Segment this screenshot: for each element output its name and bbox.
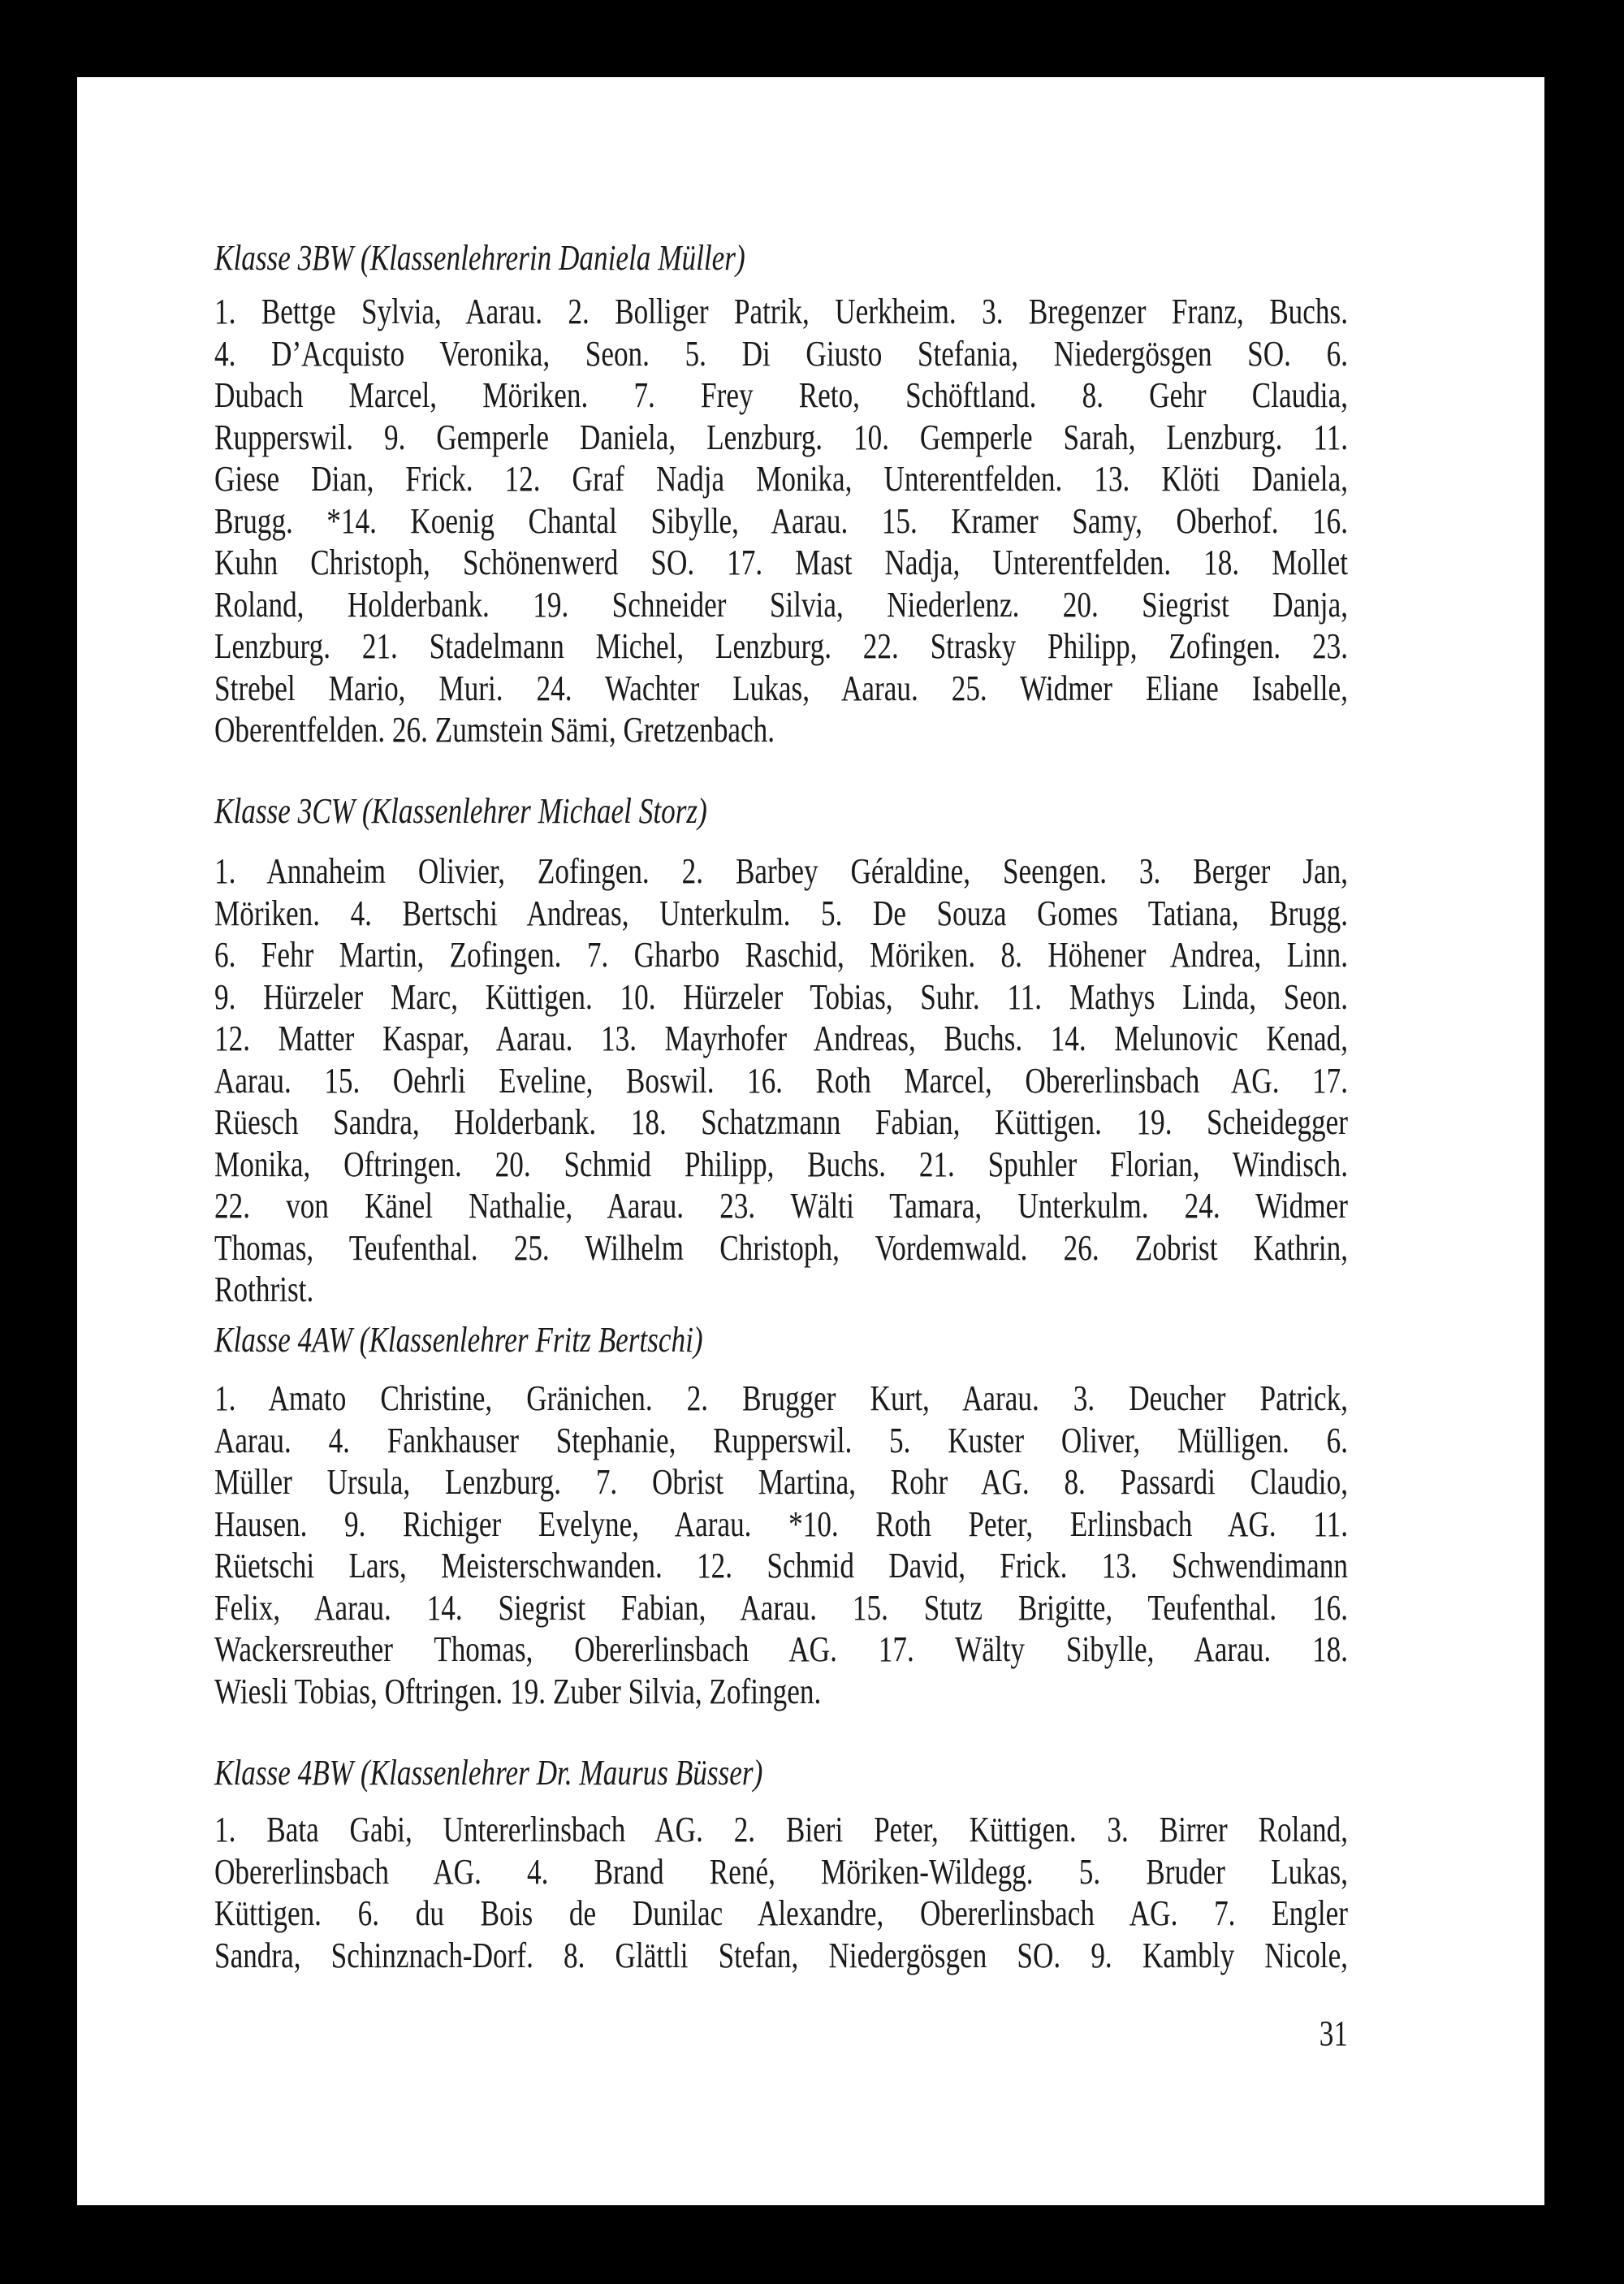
student-list-line: 6. Fehr Martin, Zofingen. 7. Gharbo Raschid, Möriken. 8. Höhener Andrea, Linn. <box>214 935 1348 975</box>
student-list-line: 1. Bettge Sylvia, Aarau. 2. Bolliger Patrik, Uerkheim. 3. Bregenzer Franz, Buchs. <box>214 292 1348 331</box>
student-list-line: Oberentfelden. 26. Zumstein Sämi, Gretzenbach. <box>214 710 775 750</box>
student-list-line: Aarau. 15. Oehrli Eveline, Boswil. 16. Roth Marcel, Obererlinsbach AG. 17. <box>214 1060 1348 1101</box>
section-heading: Klasse 3BW (Klassenlehrerin Daniela Müller) <box>214 238 745 278</box>
student-list-line: 9. Hürzeler Marc, Küttigen. 10. Hürzeler Tobias, Suhr. 11. Mathys Linda, Seon. <box>214 976 1348 1017</box>
student-list-line: Dubach Marcel, Möriken. 7. Frey Reto, Schöftland. 8. Gehr Claudia, <box>214 375 1348 415</box>
student-list-line: Rothrist. <box>214 1270 314 1309</box>
section-heading: Klasse 4AW (Klassenlehrer Fritz Bertschi) <box>214 1320 703 1360</box>
section-heading: Klasse 4BW (Klassenlehrer Dr. Maurus Büsser) <box>214 1753 763 1793</box>
student-list-line: Strebel Mario, Muri. 24. Wachter Lukas, Aarau. 25. Widmer Eliane Isabelle, <box>214 668 1348 708</box>
document-page <box>77 77 1544 2205</box>
student-list-line: Lenzburg. 21. Stadelmann Michel, Lenzburg. 22. Strasky Philipp, Zofingen. 23. <box>214 626 1348 666</box>
student-list-line: Thomas, Teufenthal. 25. Wilhelm Christoph, Vordemwald. 26. Zobrist Kathrin, <box>214 1227 1348 1268</box>
student-list-line: 1. Annaheim Olivier, Zofingen. 2. Barbey Géraldine, Seengen. 3. Berger Jan, <box>214 851 1348 891</box>
student-list-line: Wackersreuther Thomas, Obererlinsbach AG. 17. Wälty Sibylle, Aarau. 18. <box>214 1629 1348 1669</box>
student-list-line: 1. Bata Gabi, Untererlinsbach AG. 2. Bieri Peter, Küttigen. 3. Birrer Roland, <box>214 1810 1348 1849</box>
student-list-line: Obererlinsbach AG. 4. Brand René, Möriken-Wildegg. 5. Bruder Lukas, <box>214 1851 1348 1892</box>
student-list-line: Müller Ursula, Lenzburg. 7. Obrist Martina, Rohr AG. 8. Passardi Claudio, <box>214 1462 1348 1502</box>
student-list-line: Giese Dian, Frick. 12. Graf Nadja Monika, Unterentfelden. 13. Klöti Daniela, <box>214 459 1348 499</box>
student-list-line: Kuhn Christoph, Schönenwerd SO. 17. Mast Nadja, Unterentfelden. 18. Mollet <box>214 543 1348 582</box>
student-list-line: Möriken. 4. Bertschi Andreas, Unterkulm. 5. De Souza Gomes Tatiana, Brugg. <box>214 893 1348 933</box>
student-list-line: Aarau. 4. Fankhauser Stephanie, Rupperswil. 5. Kuster Oliver, Mülligen. 6. <box>214 1420 1348 1460</box>
student-list-line: 1. Amato Christine, Gränichen. 2. Brugger Kurt, Aarau. 3. Deucher Patrick, <box>214 1378 1348 1418</box>
student-list-line: Brugg. *14. Koenig Chantal Sibylle, Aarau. 15. Kramer Samy, Oberhof. 16. <box>214 500 1348 541</box>
student-list-line: Wiesli Tobias, Oftringen. 19. Zuber Silvia, Zofingen. <box>214 1671 822 1711</box>
student-list-line: Roland, Holderbank. 19. Schneider Silvia, Niederlenz. 20. Siegrist Danja, <box>214 584 1348 625</box>
student-list-line: Küttigen. 6. du Bois de Dunilac Alexandre, Obererlinsbach AG. 7. Engler <box>214 1893 1348 1933</box>
student-list-line: 12. Matter Kaspar, Aarau. 13. Mayrhofer Andreas, Buchs. 14. Melunovic Kenad, <box>214 1019 1348 1058</box>
student-list-line: Hausen. 9. Richiger Evelyne, Aarau. *10. Roth Peter, Erlinsbach AG. 11. <box>214 1503 1348 1544</box>
student-list-line: Monika, Oftringen. 20. Schmid Philipp, Buchs. 21. Spuhler Florian, Windisch. <box>214 1144 1348 1184</box>
page-number: 31 <box>1319 2014 1348 2053</box>
student-list-line: 4. D’Acquisto Veronika, Seon. 5. Di Giusto Stefania, Niedergösgen SO. 6. <box>214 333 1348 374</box>
student-list-line: Rüetschi Lars, Meisterschwanden. 12. Schmid David, Frick. 13. Schwendimann <box>214 1546 1348 1585</box>
section-heading: Klasse 3CW (Klassenlehrer Michael Storz) <box>214 791 707 831</box>
student-list-line: Rupperswil. 9. Gemperle Daniela, Lenzburg. 10. Gemperle Sarah, Lenzburg. 11. <box>214 417 1348 457</box>
student-list-line: 22. von Känel Nathalie, Aarau. 23. Wälti Tamara, Unterkulm. 24. Widmer <box>214 1186 1348 1226</box>
student-list-line: Sandra, Schinznach-Dorf. 8. Glättli Stefan, Niedergösgen SO. 9. Kambly Nicole, <box>214 1935 1348 1975</box>
student-list-line: Felix, Aarau. 14. Siegrist Fabian, Aarau. 15. Stutz Brigitte, Teufenthal. 16. <box>214 1587 1348 1628</box>
student-list-line: Rüesch Sandra, Holderbank. 18. Schatzmann Fabian, Küttigen. 19. Scheidegger <box>214 1102 1348 1142</box>
